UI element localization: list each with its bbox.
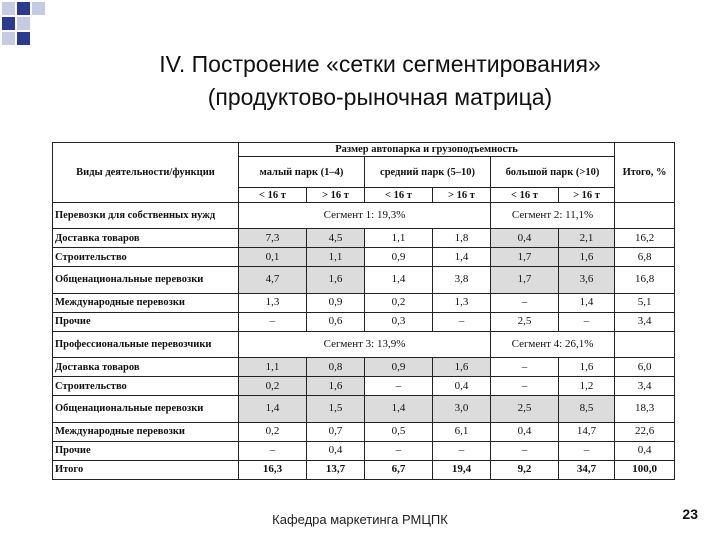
row-label: Прочие xyxy=(53,312,239,331)
value-cell: 1,4 xyxy=(365,267,433,293)
value-cell: – xyxy=(365,377,433,396)
table-row xyxy=(53,358,675,377)
value-cell: 0,9 xyxy=(365,248,433,267)
row-label: Общенациональные перевозки xyxy=(53,267,239,293)
table-row xyxy=(53,293,675,312)
value-cell: 0,5 xyxy=(365,422,433,441)
value-cell: – xyxy=(365,441,433,460)
row-total-cell: 16,8 xyxy=(615,267,675,293)
value-cell: 0,6 xyxy=(307,312,365,331)
title-line-2: (продуктово-рыночная матрица) xyxy=(207,84,553,110)
total-row-label: Итого xyxy=(53,460,239,479)
row-total-cell: 3,4 xyxy=(615,312,675,331)
value-cell: 0,9 xyxy=(365,358,433,377)
page-number: 23 xyxy=(682,506,698,522)
value-cell: 2,5 xyxy=(491,396,559,422)
value-cell: 0,8 xyxy=(307,358,365,377)
corner-decoration xyxy=(0,0,60,48)
value-cell: 6,1 xyxy=(433,422,491,441)
row-total-cell: 18,3 xyxy=(615,396,675,422)
group-row xyxy=(53,202,675,228)
value-cell: 0,3 xyxy=(365,312,433,331)
table-row xyxy=(53,267,675,293)
value-cell: 1,2 xyxy=(559,377,615,396)
table-row xyxy=(53,441,675,460)
value-cell: 1,4 xyxy=(559,293,615,312)
value-cell: 1,6 xyxy=(307,377,365,396)
value-cell: 0,9 xyxy=(307,293,365,312)
value-cell: 3,8 xyxy=(433,267,491,293)
decor-square xyxy=(17,17,30,30)
table-row xyxy=(53,422,675,441)
value-cell: 1,4 xyxy=(239,396,307,422)
value-cell: – xyxy=(559,441,615,460)
table-row xyxy=(53,377,675,396)
value-cell: 1,4 xyxy=(365,396,433,422)
decor-square xyxy=(2,32,15,45)
value-cell: 0,4 xyxy=(433,377,491,396)
value-cell: 1,6 xyxy=(559,358,615,377)
decor-square xyxy=(2,2,15,15)
header-activity: Виды деятельности/функции xyxy=(53,143,239,203)
value-cell: 0,4 xyxy=(491,229,559,248)
segmentation-table-scan xyxy=(52,142,674,480)
group-total-empty xyxy=(615,202,675,228)
value-cell: 3,0 xyxy=(433,396,491,422)
group-row xyxy=(53,331,675,357)
value-cell: 1,4 xyxy=(433,248,491,267)
table-body xyxy=(53,143,675,480)
decor-square xyxy=(32,2,45,15)
value-cell: 1,7 xyxy=(491,248,559,267)
row-label: Доставка товаров xyxy=(53,358,239,377)
value-cell: 2,1 xyxy=(559,229,615,248)
value-cell: 0,1 xyxy=(239,248,307,267)
value-cell: 1,5 xyxy=(307,396,365,422)
row-label: Строительство xyxy=(53,377,239,396)
value-cell: 4,7 xyxy=(239,267,307,293)
header-small-fleet: малый парк (1–4) xyxy=(239,157,365,188)
decor-square xyxy=(17,2,30,15)
segment-left-label: Сегмент 3: 13,9% xyxy=(239,331,491,357)
title-line-1: IV. Построение «сетки сегментирования» xyxy=(159,51,601,77)
value-cell: – xyxy=(491,358,559,377)
row-label: Международные перевозки xyxy=(53,422,239,441)
group-label: Перевозки для собственных нужд xyxy=(53,202,239,228)
value-cell: – xyxy=(239,312,307,331)
header-large-lt16: < 16 т xyxy=(491,188,559,202)
decor-square xyxy=(2,17,15,30)
value-cell: 1,1 xyxy=(239,358,307,377)
value-cell: 0,4 xyxy=(491,422,559,441)
value-cell: 1,6 xyxy=(307,267,365,293)
decor-square xyxy=(17,32,30,45)
footer-department: Кафедра маркетинга РМЦПК xyxy=(272,512,448,527)
value-cell: 1,6 xyxy=(433,358,491,377)
header-total: Итого, % xyxy=(615,143,675,203)
header-small-lt16: < 16 т xyxy=(239,188,307,202)
value-cell: 1,3 xyxy=(239,293,307,312)
segment-right-label: Сегмент 2: 11,1% xyxy=(491,202,615,228)
row-total-cell: 5,1 xyxy=(615,293,675,312)
value-cell: 1,1 xyxy=(365,229,433,248)
header-fleet-size: Размер автопарка и грузоподъемность xyxy=(239,143,615,157)
value-cell: – xyxy=(491,441,559,460)
segmentation-table xyxy=(52,142,675,480)
value-cell: 1,3 xyxy=(433,293,491,312)
header-medium-gt16: > 16 т xyxy=(433,188,491,202)
total-value-cell: 13,7 xyxy=(307,460,365,479)
value-cell: – xyxy=(491,377,559,396)
table-row xyxy=(53,312,675,331)
row-total-cell: 6,8 xyxy=(615,248,675,267)
value-cell: 1,8 xyxy=(433,229,491,248)
total-row xyxy=(53,460,675,479)
table-row xyxy=(53,248,675,267)
total-value-cell: 34,7 xyxy=(559,460,615,479)
group-label: Профессиональные перевозчики xyxy=(53,331,239,357)
segment-left-label: Сегмент 1: 19,3% xyxy=(239,202,491,228)
group-total-empty xyxy=(615,331,675,357)
total-value-cell: 19,4 xyxy=(433,460,491,479)
total-value-cell: 16,3 xyxy=(239,460,307,479)
header-large-gt16: > 16 т xyxy=(559,188,615,202)
value-cell: 0,2 xyxy=(239,377,307,396)
value-cell: 3,6 xyxy=(559,267,615,293)
row-label: Общенациональные перевозки xyxy=(53,396,239,422)
header-medium-fleet: средний парк (5–10) xyxy=(365,157,491,188)
value-cell: 1,1 xyxy=(307,248,365,267)
total-value-cell: 6,7 xyxy=(365,460,433,479)
header-large-fleet: большой парк (>10) xyxy=(491,157,615,188)
row-total-cell: 22,6 xyxy=(615,422,675,441)
value-cell: 8,5 xyxy=(559,396,615,422)
header-small-gt16: > 16 т xyxy=(307,188,365,202)
value-cell: – xyxy=(433,441,491,460)
value-cell: 0,7 xyxy=(307,422,365,441)
row-total-cell: 3,4 xyxy=(615,377,675,396)
value-cell: 0,4 xyxy=(307,441,365,460)
row-label: Прочие xyxy=(53,441,239,460)
value-cell: – xyxy=(239,441,307,460)
value-cell: 2,5 xyxy=(491,312,559,331)
row-label: Международные перевозки xyxy=(53,293,239,312)
value-cell: 0,2 xyxy=(365,293,433,312)
row-total-cell: 0,4 xyxy=(615,441,675,460)
total-value-cell: 100,0 xyxy=(615,460,675,479)
value-cell: 4,5 xyxy=(307,229,365,248)
segment-right-label: Сегмент 4: 26,1% xyxy=(491,331,615,357)
row-total-cell: 16,2 xyxy=(615,229,675,248)
table-row xyxy=(53,396,675,422)
table-row xyxy=(53,229,675,248)
total-value-cell: 9,2 xyxy=(491,460,559,479)
row-total-cell: 6,0 xyxy=(615,358,675,377)
value-cell: 0,2 xyxy=(239,422,307,441)
slide-title xyxy=(60,48,700,114)
row-label: Доставка товаров xyxy=(53,229,239,248)
value-cell: – xyxy=(491,293,559,312)
value-cell: 14,7 xyxy=(559,422,615,441)
header-medium-lt16: < 16 т xyxy=(365,188,433,202)
value-cell: 1,6 xyxy=(559,248,615,267)
value-cell: – xyxy=(559,312,615,331)
row-label: Строительство xyxy=(53,248,239,267)
value-cell: 1,7 xyxy=(491,267,559,293)
value-cell: 7,3 xyxy=(239,229,307,248)
value-cell: – xyxy=(433,312,491,331)
